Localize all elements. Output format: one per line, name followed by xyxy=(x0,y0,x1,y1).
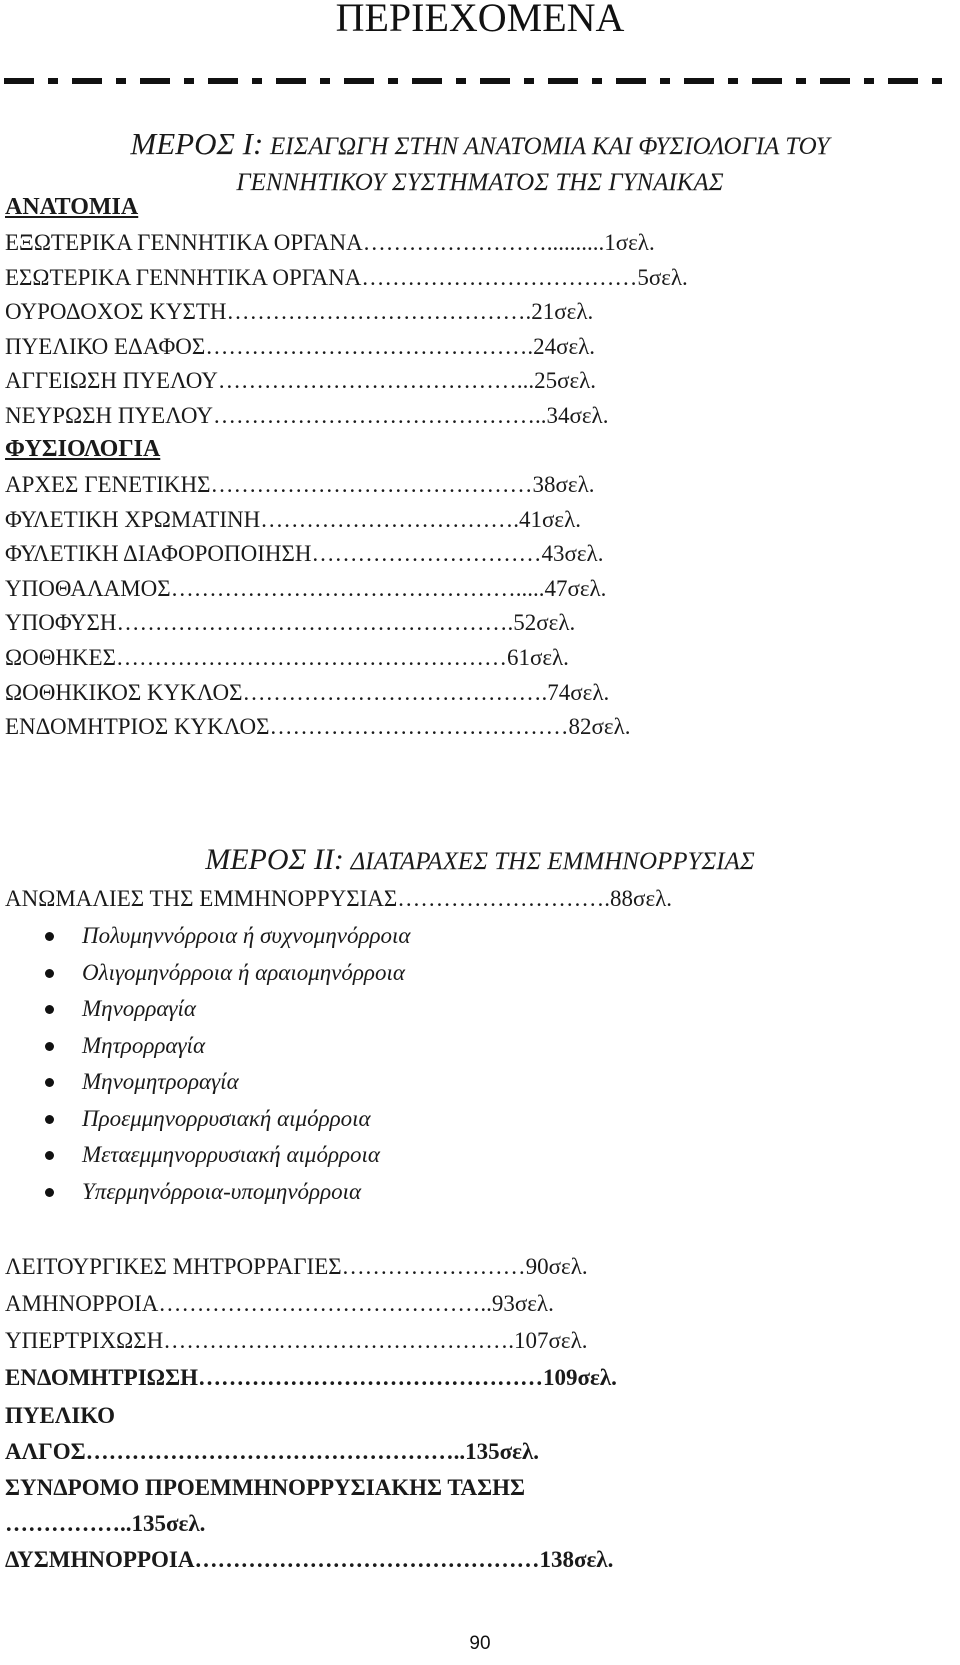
entry-page: 107σελ. xyxy=(514,1328,588,1353)
toc-entry-syndromo-page[interactable] xyxy=(5,1509,205,1539)
bullet-icon xyxy=(45,969,54,978)
toc-entry-more-1[interactable] xyxy=(5,1289,554,1319)
entry-label: ΕΣΩΤΕΡΙΚΑ ΓΕΝΝΗΤΙΚΑ ΟΡΓΑΝΑ xyxy=(5,264,362,290)
entry-leader: ………………………………………….. xyxy=(85,1439,466,1464)
entry-page: 93σελ. xyxy=(491,1291,554,1316)
entry-leader: ………………………. xyxy=(397,886,611,911)
bullet-icon xyxy=(45,1005,54,1014)
toc-entry-physiology-2[interactable] xyxy=(5,539,603,569)
part-two-heading xyxy=(0,842,960,880)
toc-entry-anatomy-2[interactable] xyxy=(5,297,593,327)
entry-page: 41σελ. xyxy=(519,506,581,532)
entry-page: 135σελ. xyxy=(131,1511,206,1536)
toc-entry-anatomy-1[interactable] xyxy=(5,263,688,293)
entry-label: ΩΟΘΗΚΙΚΟΣ ΚΥΚΛΟΣ xyxy=(5,679,243,705)
entry-label: ΕΝΔΟΜΗΤΡΙΟΣ ΚΥΚΛΟΣ xyxy=(5,714,270,740)
bullet-text: Μεταεμμηνορρυσιακή αιμόρροια xyxy=(82,1142,380,1167)
toc-entry-anatomy-0[interactable] xyxy=(5,228,655,258)
entry-page: 21σελ. xyxy=(531,299,594,324)
entry-page: 90σελ. xyxy=(525,1254,588,1279)
entry-leader: …………….. xyxy=(5,1511,132,1536)
bullet-icon xyxy=(45,1115,54,1124)
entry-leader: ……………………………………. xyxy=(205,333,534,359)
entry-page: 24σελ. xyxy=(533,333,596,359)
entry-label: ΟΥΡΟΔΟΧΟΣ ΚΥΣΤΗ xyxy=(5,299,227,324)
toc-entry-physiology-0[interactable] xyxy=(5,470,595,500)
toc-entry-dysmenorrhea[interactable] xyxy=(5,1545,613,1575)
entry-page: 109σελ. xyxy=(543,1365,617,1390)
entry-label: ΥΠΟΦΥΣΗ xyxy=(5,610,117,636)
entry-label: ΑΜΗΝΟΡΡΟΙΑ xyxy=(5,1291,159,1316)
bullet-icon xyxy=(45,1042,54,1051)
toc-entry-anatomy-3[interactable] xyxy=(5,332,595,362)
toc-entry-anomalies[interactable] xyxy=(5,884,672,914)
entry-label: ΑΛΓΟΣ xyxy=(5,1439,86,1464)
part-one-line2: ΓΕΝΝΗΤΙΚΟΥ ΣΥΣΤΗΜΑΤΟΣ ΤΗΣ ΓΥΝΑΙΚΑΣ xyxy=(236,169,724,196)
entry-leader: …………………………………….. xyxy=(158,1291,492,1316)
bullet-text: Μητρορραγία xyxy=(82,1032,206,1058)
entry-label: ΦΥΛΕΤΙΚΗ ΔΙΑΦΟΡΟΠΟΙΗΣΗ xyxy=(5,541,312,567)
toc-entry-anatomy-4[interactable] xyxy=(5,366,596,396)
part-two-prefix: ΜΕΡΟΣ ΙΙ: xyxy=(205,843,344,876)
toc-entry-pyeliko[interactable]: ΠΥΕΛΙΚΟ xyxy=(5,1403,116,1428)
part-one-prefix: ΜΕΡΟΣ Ι: xyxy=(130,126,264,161)
entry-label: ΦΥΛΕΤΙΚΗ ΧΡΩΜΑΤΙΝΗ xyxy=(5,506,261,532)
entry-label: ΥΠΟΘΑΛΑΜΟΣ xyxy=(5,575,171,601)
entry-leader: …………………… xyxy=(341,1254,526,1279)
bullet-icon xyxy=(45,1078,54,1087)
entry-label: ΑΓΓΕΙΩΣΗ ΠΥΕΛΟΥ xyxy=(5,368,218,393)
section-heading-anatomy: ΑΝΑΤΟΜΙΑ xyxy=(5,194,139,220)
page-title: ΠΕΡΙΕΧΟΜΕΝΑ xyxy=(335,0,625,40)
entry-leader: ……………………………………………. xyxy=(116,610,514,636)
toc-entry-more-0[interactable] xyxy=(5,1252,588,1282)
entry-leader: ………………………… xyxy=(311,541,542,567)
entry-page: 138σελ. xyxy=(539,1547,614,1572)
bullet-text: Μηνομητροραγία xyxy=(82,1069,239,1094)
entry-page: 47σελ. xyxy=(544,575,607,601)
entry-label: ΥΠΕΡΤΡΙΧΩΣΗ xyxy=(5,1328,164,1353)
toc-entry-more-2[interactable] xyxy=(5,1326,587,1356)
page-number: 90 xyxy=(469,1633,491,1654)
dashed-rule xyxy=(4,78,944,84)
bullet-text: Μηνορραγία xyxy=(82,996,196,1021)
entry-leader: …………………………………. xyxy=(242,679,548,705)
entry-leader: …………………………………. xyxy=(226,299,532,324)
entry-label: ΛΕΙΤΟΥΡΓΙΚΕΣ ΜΗΤΡΟΡΡΑΓΙΕΣ xyxy=(5,1254,342,1279)
entry-page: 5σελ. xyxy=(637,264,688,290)
toc-entry-physiology-5[interactable] xyxy=(5,643,569,673)
entry-label: ΕΞΩΤΕΡΙΚΑ ΓΕΝΝΗΤΙΚΑ ΟΡΓΑΝΑ xyxy=(5,230,363,255)
toc-entry-physiology-6[interactable] xyxy=(5,678,609,708)
bullet-text: Πολυμηννόρροια ή συχνομηνόρροια xyxy=(82,923,411,948)
entry-leader: …………………………………… xyxy=(210,472,533,497)
part-two-title: ΔΙΑΤΑΡΑΧΕΣ ΤΗΣ ΕΜΜΗΝΟΡΡΥΣΙΑΣ xyxy=(350,848,755,875)
entry-page: 1σελ. xyxy=(604,230,655,255)
entry-label: ΩΟΘΗΚΕΣ xyxy=(5,645,116,670)
bullet-icon xyxy=(45,1151,54,1160)
toc-entry-syndromo[interactable]: ΣΥΝΔΡΟΜΟ ΠΡΟΕΜΜΗΝΟΡΡΥΣΙΑΚΗΣ ΤΑΣΗΣ xyxy=(5,1475,526,1500)
toc-entry-anatomy-5[interactable] xyxy=(5,401,608,431)
entry-page: 43σελ. xyxy=(541,541,604,567)
toc-entry-more-3[interactable] xyxy=(5,1363,617,1393)
entry-label: ΝΕΥΡΩΣΗ ΠΥΕΛΟΥ xyxy=(5,402,213,428)
entry-page: 52σελ. xyxy=(513,610,576,636)
entry-leader: …………………………………………… xyxy=(115,645,507,670)
toc-entry-algos[interactable] xyxy=(5,1437,539,1467)
entry-label: ΕΝΔΟΜΗΤΡΙΩΣΗ xyxy=(5,1365,198,1390)
entry-leader: …………………………………... xyxy=(217,368,535,393)
entry-leader: ……………………………………… xyxy=(198,1365,543,1390)
bullet-text: Ολιγομηνόρροια ή αραιομηνόρροια xyxy=(82,959,405,985)
entry-leader: ………………………………………..... xyxy=(170,575,545,601)
entry-page: 135σελ. xyxy=(465,1439,540,1464)
bullet-icon xyxy=(45,1188,54,1197)
entry-leader: ……………………………… xyxy=(361,264,638,290)
bullet-text: Υπερμηνόρροια-υπομηνόρροια xyxy=(82,1178,362,1204)
part-one-line1: ΕΙΣΑΓΩΓΗ ΣΤΗΝ ΑΝΑΤΟΜΙΑ ΚΑΙ ΦΥΣΙΟΛΟΓΙΑ ΤΟΥ xyxy=(270,133,830,160)
toc-entry-physiology-3[interactable] xyxy=(5,574,606,604)
entry-page: 34σελ. xyxy=(546,402,609,428)
toc-entry-physiology-1[interactable] xyxy=(5,505,581,535)
bullet-icon xyxy=(45,932,54,941)
toc-entry-physiology-4[interactable] xyxy=(5,608,575,638)
entry-page: 82σελ. xyxy=(568,714,631,740)
entry-page: 88σελ. xyxy=(610,886,673,911)
entry-label: ΑΝΩΜΑΛΙΕΣ ΤΗΣ ΕΜΜΗΝΟΡΡΥΣΙΑΣ xyxy=(5,886,398,911)
entry-leader: …………………….......... xyxy=(362,230,605,255)
entry-leader: ……………………………………… xyxy=(194,1547,540,1572)
entry-page: 61σελ. xyxy=(506,645,569,670)
entry-label: ΔΥΣΜΗΝΟΡΡΟΙΑ xyxy=(5,1547,195,1572)
bullet-text: Προεμμηνορρυσιακή αιμόρροια xyxy=(82,1105,371,1131)
entry-page: 74σελ. xyxy=(547,679,610,705)
entry-label: ΠΥΕΛΙΚΟ ΕΔΑΦΟΣ xyxy=(5,333,206,359)
entry-leader: …………………………………….. xyxy=(212,402,547,428)
entry-leader: ………………………………… xyxy=(269,714,569,740)
entry-leader: ………………………………………. xyxy=(163,1328,515,1353)
section-heading-physiology: ΦΥΣΙΟΛΟΓΙΑ xyxy=(5,436,161,462)
entry-page: 25σελ. xyxy=(534,368,597,393)
entry-leader: ……………………………. xyxy=(260,506,520,532)
entry-page: 38σελ. xyxy=(532,472,595,497)
entry-label: ΑΡΧΕΣ ΓΕΝΕΤΙΚΗΣ xyxy=(5,472,211,497)
part-one-heading xyxy=(0,126,960,201)
toc-entry-physiology-7[interactable] xyxy=(5,712,630,742)
